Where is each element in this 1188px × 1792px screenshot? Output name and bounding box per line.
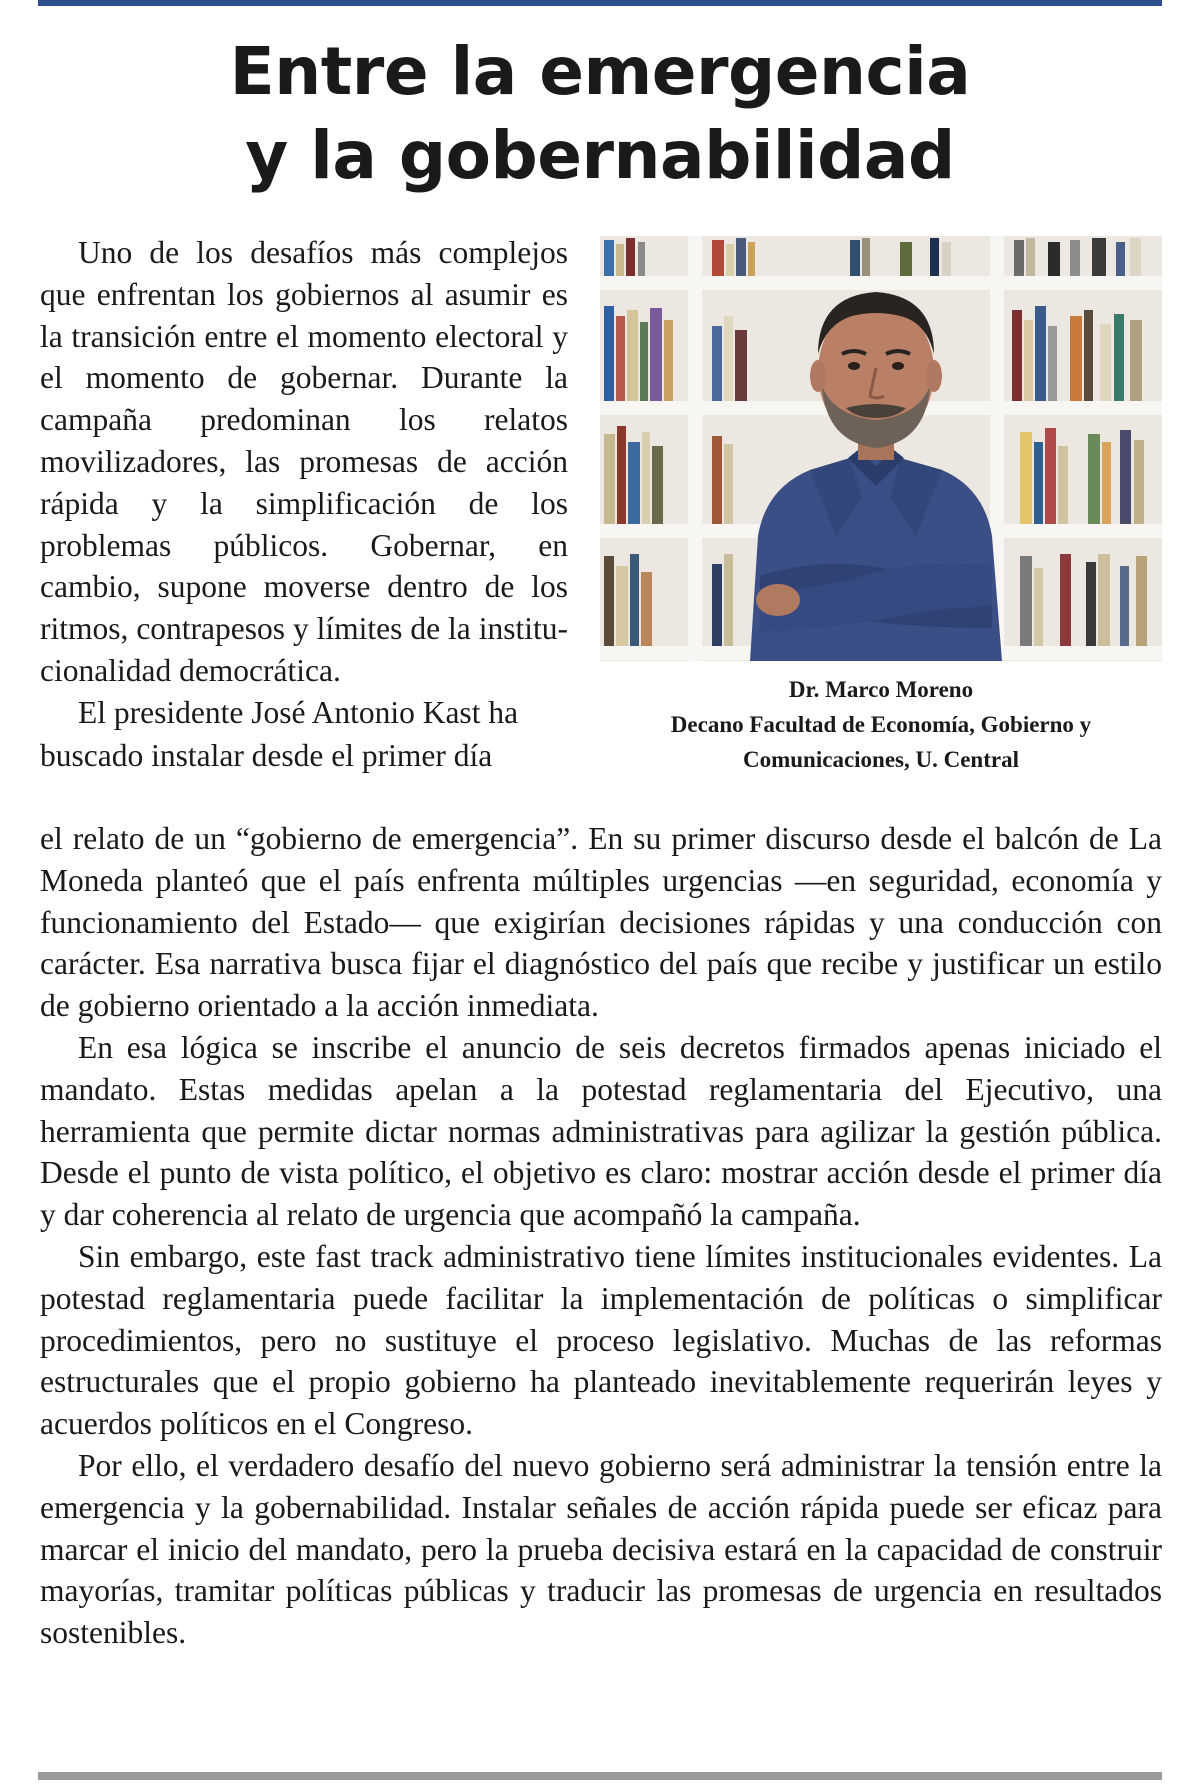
paragraph-2-line-2: buscado instalar desde el primer día [40,738,493,773]
bottom-rule [38,1772,1162,1780]
paragraph-3: En esa lógica se inscribe el anuncio de seis decretos firmados apenas iniciado el mandato. Estas medidas apelan a la potestad reglamentaria del Ejecutivo, una herramienta que permite dictar normas administrativas para agilizar la gestión pública. Desde el punto de vista político, el objetivo es claro: mostrar acción desde el primer día y dar coherencia al relato de urgencia que acompañó la campaña. [40,1029,1162,1233]
headline [38,30,1162,198]
caption-author-role-line-1: Decano Facultad de Economía, Gobierno y [670,712,1092,737]
body-column-mid [40,735,605,777]
body-column-top [40,232,568,734]
headline-line-2: y la gobernabilidad [245,117,955,194]
paragraph-5: Por ello, el verdadero desafío del nuevo gobierno será administrar la tensión entre la emergencia y la gobernabilidad. Instalar señales de acción rápida puede ser eficaz para marcar el inicio del mandato, pero la prueba decisiva estará en la capacidad de construir mayorías, tramitar políticas públicas y traducir las promesas de urgencia en resultados sostenibles. [40,1447,1162,1651]
photo-caption [600,672,1162,777]
body-column-full [40,818,1162,1654]
paragraph-1: Uno de los desafíos más complejos que enfrentan los gobiernos al asumir es la transición entre el momento electoral y el momento de gobernar. Durante la campaña predominan los relatos movilizadores, las promesas de acción rápida y la simplificación de los problemas públicos. Gobernar, en cambio, supone moverse dentro de los ritmos, contrapesos y límites de la institucionalidad democrática. [40,235,568,688]
headline-line-1: Entre la emergencia [229,33,971,110]
caption-author-role-line-2: Comunicaciones, U. Central [743,747,1019,772]
paragraph-2-line-1: El presidente José Antonio Kast ha [78,694,519,730]
author-photo-illustration [600,236,1162,661]
paragraph-2-continued: el relato de un “gobierno de emergencia”. En su primer discurso desde el balcón de La Moneda planteó que el país enfrenta múltiples urgencias —en seguridad, economía y funcionamiento del Estado— que exigirían decisiones rápidas y una conducción con carácter. Esa narrativa busca fijar el diagnóstico del país que recibe y justificar un estilo de gobierno orientado a la acción inmediata. [40,821,1162,1024]
author-photo [600,236,1162,661]
paragraph-4: Sin embargo, este fast track administrativo tiene límites institucionales evidentes. La potestad reglamentaria puede facilitar la implementación de políticas o simplificar procedimientos, pero no sustituye el proceso legislativo. Muchas de las reformas estructurales que el propio gobierno ha planteado inevitablemente requerirán leyes y acuerdos políticos en el Congreso. [40,1238,1162,1442]
caption-author-name: Dr. Marco Moreno [788,677,974,702]
top-rule [38,0,1162,6]
